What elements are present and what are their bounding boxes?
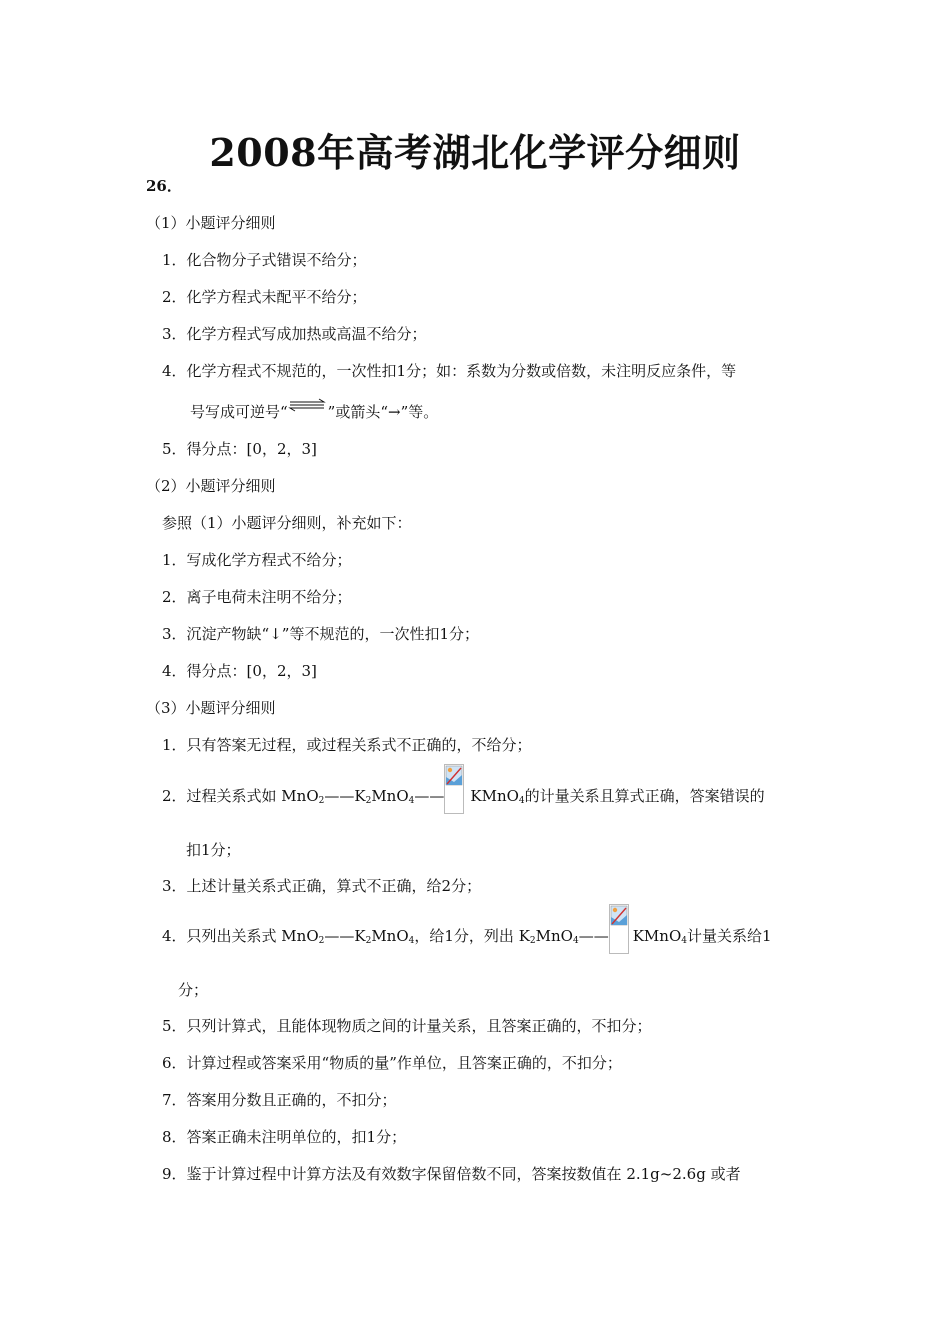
item2-text-c: MnO [371,787,409,805]
item2-text-f: 的计量关系且算式正确，答案错误的 [524,787,765,805]
item4-text-e: MnO [535,927,573,945]
page-title: 2008年高考湖北化学评分细则 [209,130,741,175]
part3-item-6: 6．计算过程或答案采用“物质的量”作单位，且答案正确的，不扣分； [162,1054,622,1072]
part1-heading: （1）小题评分细则 [146,214,276,232]
item4-text-d: ，给1分，列出 K [414,927,530,945]
item4-sub-c: 4 [408,936,415,946]
item4-cont-b: ”或箭头“→”等。 [327,403,439,421]
part2-intro: 参照（1）小题评分细则，补充如下： [162,514,412,532]
item2-text-e: KMnO [470,787,519,805]
part1-item-2: 2．化学方程式未配平不给分； [162,288,367,306]
item4-sub-g: 4 [681,936,687,946]
item4-sub-d: 2 [529,936,536,946]
item2-sub-c: 4 [408,796,415,806]
item4-text-h: 计量关系给1 [686,927,772,945]
reversible-arrow-icon [288,406,328,420]
part3-item-2 [162,786,765,814]
part1-item-4: 4．化学方程式不规范的，一次性扣1分；如：系数为分数或倍数，未注明反应条件，等 [162,362,737,380]
item4-sub-b: 2 [365,936,372,946]
item4-cont-a: 号写成可逆号“ [190,403,288,421]
part1-item-1: 1．化合物分子式错误不给分； [162,251,367,269]
question-number: 26． [146,177,182,195]
item4-text-c: MnO [371,927,409,945]
item4-sub-e: 4 [572,936,579,946]
item2-sub-e: 4 [518,796,525,806]
part1-item-5: 5．得分点：[0，2，3] [162,440,317,458]
part3-item-3: 3．上述计量关系式正确，算式不正确，给2分； [162,877,482,895]
part1-item-3: 3．化学方程式写成加热或高温不给分； [162,325,427,343]
item4-text-g: KMnO [632,927,682,945]
item2-text-a: 2．过程关系式如 MnO [162,787,319,805]
item2-text-b: ——K [324,787,366,805]
part3-heading: （3）小题评分细则 [146,699,276,717]
part2-item-2: 2．离子电荷未注明不给分； [162,588,352,606]
part3-item-1: 1．只有答案无过程，或过程关系式不正确的，不给分； [162,736,532,754]
part3-item-7: 7．答案用分数且正确的，不扣分； [162,1091,397,1109]
part2-item-4: 4．得分点：[0，2，3] [162,662,317,680]
item2-text-d: —— [414,787,445,805]
part3-item-4 [162,926,772,954]
part3-item-9: 9．鉴于计算过程中计算方法及有效数字保留倍数不同，答案按数值在 2.1g~2.6g 或者 [162,1165,741,1183]
broken-image-icon [444,764,464,814]
part1-item-4-continued [190,402,438,422]
item2-sub-b: 2 [365,796,372,806]
item4-text-f: —— [578,927,609,945]
part3-item-5: 5．只列计算式，且能体现物质之间的计量关系，且答案正确的，不扣分； [162,1017,652,1035]
item2-sub-a: 2 [318,796,325,806]
part3-item-2-continued: 扣1分； [186,841,241,859]
part2-heading: （2）小题评分细则 [146,477,276,495]
item4-text-b: ——K [324,927,366,945]
part2-item-1: 1．写成化学方程式不给分； [162,551,352,569]
item4-text-a: 4．只列出关系式 MnO [162,927,319,945]
part3-item-8: 8．答案正确未注明单位的，扣1分； [162,1128,407,1146]
part3-item-4-continued: 分； [178,981,209,999]
part2-item-3: 3．沉淀产物缺“↓”等不规范的，一次性扣1分； [162,625,479,643]
broken-image-icon [609,904,629,954]
item4-sub-a: 2 [318,936,325,946]
